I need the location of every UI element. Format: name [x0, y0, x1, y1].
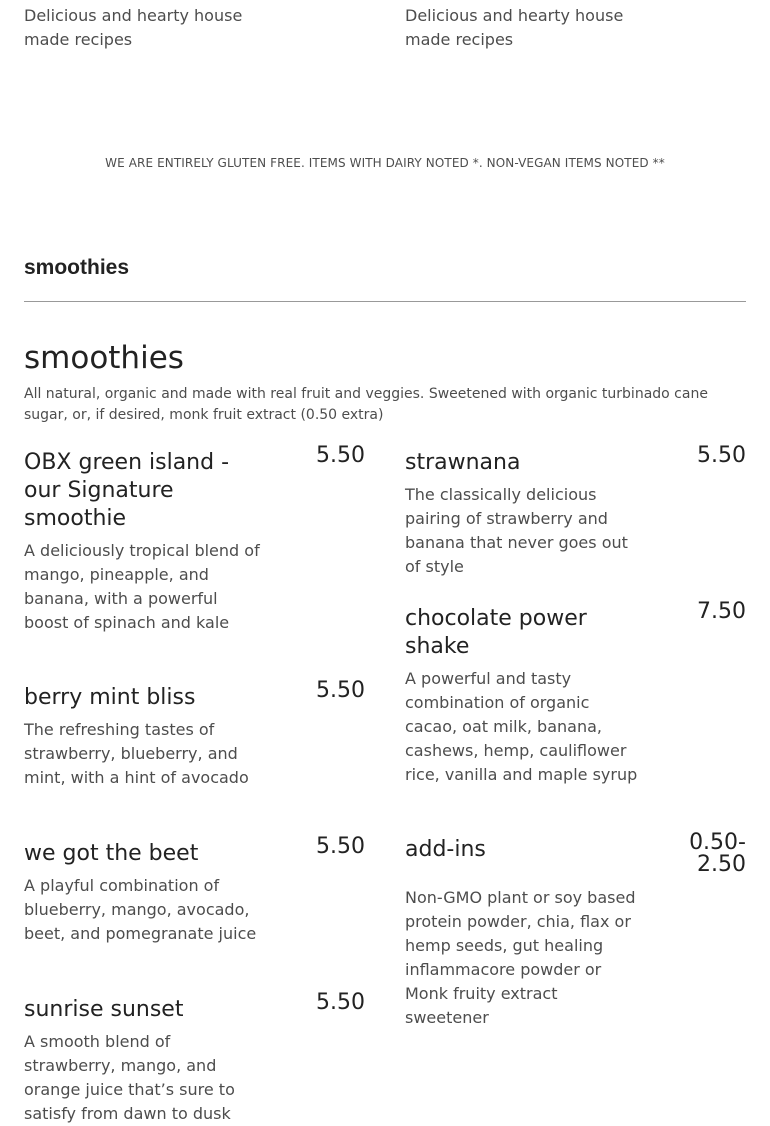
item-price: 7.50 — [697, 599, 746, 624]
section-divider — [24, 301, 746, 302]
menu-item-obx-green-island — [24, 443, 365, 635]
item-name: we got the beet — [24, 841, 199, 866]
menu-item-sunrise-sunset — [24, 990, 365, 1126]
item-name: berry mint bliss — [24, 685, 196, 710]
item-name: sunrise sunset — [24, 997, 184, 1022]
section-description: All natural, organic and made with real fruit and veggies. Sweetened with organic turbinado cane sugar, or, if desired, monk fruit extract (0.50 extra) — [24, 386, 708, 423]
item-name: chocolate power shake — [405, 606, 587, 659]
item-price: 5.50 — [316, 678, 365, 703]
top-item-description: Delicious and hearty house made recipes — [405, 6, 624, 49]
item-name: OBX green island - our Signature smoothie — [24, 450, 230, 531]
item-description: A powerful and tasty combination of organic cacao, oat milk, banana, cashews, hemp, cauliflower rice, vanilla and maple syrup — [405, 669, 638, 784]
item-name: add-ins — [405, 837, 486, 862]
item-name: strawnana — [405, 450, 521, 475]
menu-item-chocolate-power-shake — [405, 599, 746, 787]
dietary-notice: WE ARE ENTIRELY GLUTEN FREE. ITEMS WITH DAIRY NOTED *. NON-VEGAN ITEMS NOTED ** — [105, 156, 665, 170]
item-price: 5.50 — [697, 443, 746, 468]
item-price: 5.50 — [316, 990, 365, 1015]
top-item-description: Delicious and hearty house made recipes — [24, 6, 243, 49]
item-description: Non-GMO plant or soy based protein powder, chia, flax or hemp seeds, gut healing inflammacore powder or Monk fruity extract sweetener — [405, 888, 636, 1027]
section-tab-smoothies[interactable]: smoothies — [24, 256, 130, 279]
item-description: A deliciously tropical blend of mango, pineapple, and banana, with a powerful boost of spinach and kale — [24, 541, 260, 632]
menu-item-we-got-the-beet — [24, 834, 365, 946]
item-price: 5.50 — [316, 834, 365, 859]
item-price: 0.50-2.50 — [689, 830, 746, 877]
item-description: A playful combination of blueberry, mango, avocado, beet, and pomegranate juice — [24, 876, 257, 943]
item-price: 5.50 — [316, 443, 365, 468]
item-description: The refreshing tastes of strawberry, blueberry, and mint, with a hint of avocado — [24, 720, 249, 787]
menu-item-add-ins — [405, 830, 746, 1030]
menu-item-berry-mint-bliss — [24, 678, 365, 790]
section-title: smoothies — [24, 340, 184, 376]
item-description: A smooth blend of strawberry, mango, and orange juice that’s sure to satisfy from dawn to dusk — [24, 1032, 235, 1123]
item-description: The classically delicious pairing of strawberry and banana that never goes out of style — [405, 485, 628, 576]
menu-item-strawnana — [405, 443, 746, 579]
